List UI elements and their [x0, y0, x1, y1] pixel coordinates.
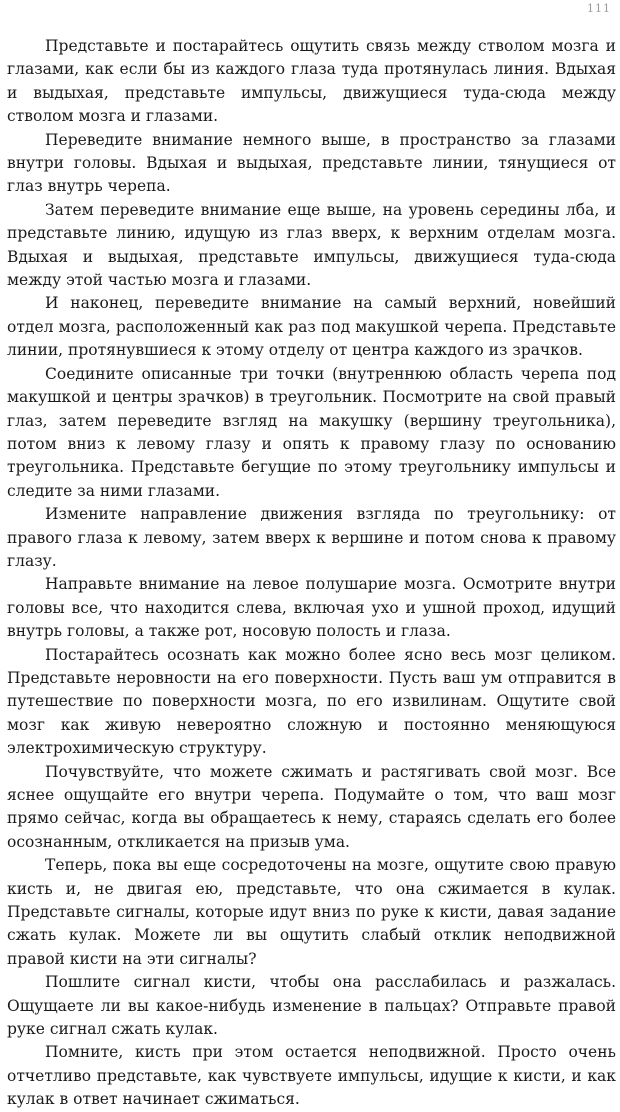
paragraph: Направьте внимание на левое полушарие мозга. Осмотрите внутри головы все, что находится слева, включая ухо и ушной проход, идущий внутрь головы, а также рот, носовую полость и глаза. [7, 575, 616, 641]
paragraph: И наконец, переведите внимание на самый верхний, новейший отдел мозга, расположенный как раз под макушкой черепа. Представьте линии, протянувшиеся к этому отделу от центра каждого из зрачков. [7, 294, 616, 360]
paragraph: Соедините описанные три точки (внутреннюю область черепа под макушкой и центры зрачков) в треугольник. Посмотрите на свой правый глаз, затем переведите взгляд на макушку (вершину треугольника), потом вниз к левому глазу и опять к правому глазу по основанию треугольника. Представьте бегущие по этому треугольнику импульсы и следите за ними глазами. [7, 364, 616, 500]
text-body [7, 35, 616, 1112]
page-number: 111 [587, 2, 611, 15]
paragraph: Переведите внимание немного выше, в пространство за глазами внутри головы. Вдыхая и выдыхая, представьте линии, тянущиеся от глаз внутрь черепа. [7, 130, 616, 196]
paragraph: Почувствуйте, что можете сжимать и растягивать свой мозг. Все яснее ощущайте его внутри черепа. Подумайте о том, что ваш мозг прямо сейчас, когда вы обращаетесь к нему, стараясь сделать его более осознанным, откликается на призыв ума. [7, 762, 616, 851]
paragraph: Затем переведите внимание еще выше, на уровень середины лба, и представьте линию, идущую из глаз вверх, к верхним отделам мозга. Вдыхая и выдыхая, представьте импульсы, движущиеся туда-сюда между этой частью мозга и глазами. [7, 200, 616, 290]
paragraph: Измените направление движения взгляда по треугольнику: от правого глаза к левому, затем вверх к вершине и потом снова к правому глазу. [7, 505, 616, 570]
paragraph: Постарайтесь осознать как можно более ясно весь мозг целиком. Представьте неровности на его поверхности. Пусть ваш ум отправится в путешествие по поверхности мозга, по его извилинам. Ощутите свой мозг как живую невероятно сложную и постоянно меняющуюся электрохимическую структуру. [7, 645, 616, 758]
paragraph: Помните, кисть при этом остается неподвижной. Просто очень отчетливо представьте, как чувствуете импульсы, идущие к кисти, и как кулак в ответ начинает сжиматься. [7, 1043, 616, 1109]
paragraph: Теперь, пока вы еще сосредоточены на мозге, ощутите свою правую кисть и, не двигая ею, представьте, что она сжимается в кулак. Представьте сигналы, которые идут вниз по руке к кисти, давая задание сжать кулак. Можете ли вы ощутить слабый отклик неподвижной правой кисти на эти сигналы? [7, 856, 616, 968]
paragraph: Представьте и постарайтесь ощутить связь между стволом мозга и глазами, как если бы из каждого глаза туда протянулась линия. Вдыхая и выдыхая, представьте импульсы, движущиеся туда-сюда между стволом мозга и глазами. [7, 37, 616, 126]
paragraph: Пошлите сигнал кисти, чтобы она расслабилась и разжалась. Ощущаете ли вы какое-нибудь изменение в пальцах? Отправьте правой руке сигнал сжать кулак. [7, 973, 616, 1039]
